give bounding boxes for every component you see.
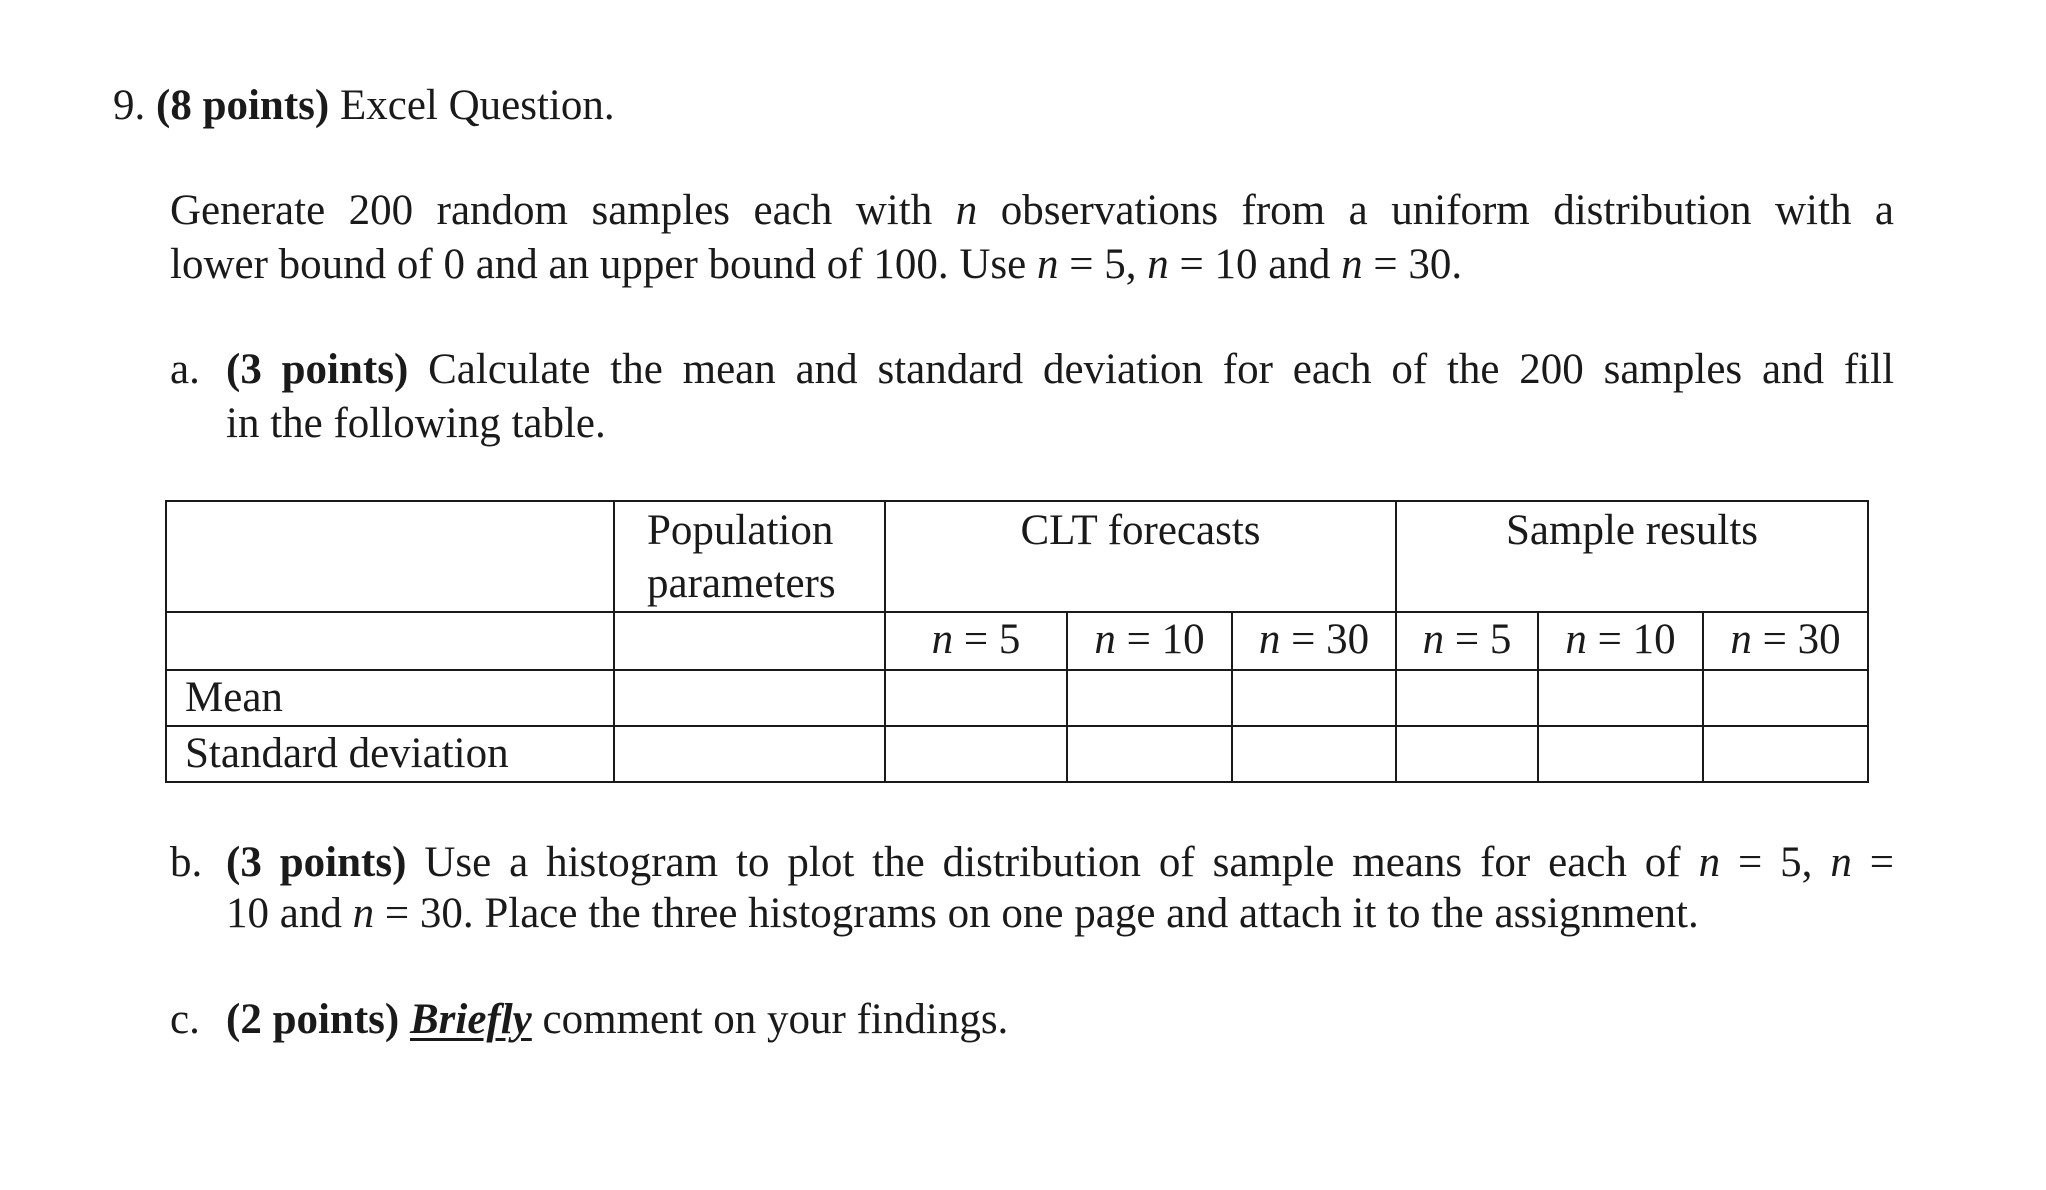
- clt-n30-header: [1232, 612, 1396, 670]
- n-variable: n: [1147, 241, 1169, 288]
- n-variable: n: [955, 187, 978, 234]
- input-cell-sample-n10-sd[interactable]: [1538, 726, 1703, 782]
- input-cell-sample-n30-mean[interactable]: [1703, 670, 1868, 726]
- part-b-label: [170, 835, 202, 891]
- sample-n10-header: [1538, 612, 1703, 670]
- n-value: = 10: [1126, 616, 1205, 663]
- sample-n5-header: [1396, 612, 1538, 670]
- sample-n30-header: [1703, 612, 1868, 670]
- part-c-text: comment on your findings.: [542, 996, 1009, 1043]
- intro-text: observations from a uniform distribution with a: [1000, 187, 1895, 234]
- row-label-standard-deviation: Standard deviation: [166, 726, 614, 782]
- input-cell-clt-n10-sd[interactable]: [1067, 726, 1232, 782]
- part-a-text: Calculate the mean and standard deviation for each of the 200 samples and fill: [428, 346, 1895, 393]
- input-cell-clt-n30-mean[interactable]: [1232, 670, 1396, 726]
- intro-text: = 10 and: [1179, 241, 1331, 288]
- table-row-mean: [166, 670, 1868, 726]
- population-parameters-header: [614, 501, 885, 612]
- population-header-line: parameters: [647, 560, 836, 607]
- n-variable: n: [1730, 616, 1752, 663]
- part-b-line-2: [226, 886, 1699, 942]
- input-cell-clt-n10-mean[interactable]: [1067, 670, 1232, 726]
- clt-n10-header: [1067, 612, 1232, 670]
- results-table: [165, 500, 1869, 783]
- input-cell-population-mean[interactable]: [614, 670, 885, 726]
- n-variable: n: [352, 890, 375, 937]
- input-cell-sample-n10-mean[interactable]: [1538, 670, 1703, 726]
- part-c-letter: c.: [170, 996, 200, 1043]
- intro-text: = 30.: [1373, 241, 1463, 288]
- part-a-text: in the following table.: [226, 400, 606, 447]
- intro-line-1: [170, 183, 1894, 239]
- part-b-text: = 5,: [1737, 839, 1813, 886]
- table-row-sd: [166, 726, 1868, 782]
- part-c-label: [170, 992, 200, 1048]
- n-value: = 30: [1291, 616, 1370, 663]
- n-variable: n: [1565, 616, 1587, 663]
- n-variable: n: [1830, 839, 1852, 886]
- part-b-points: (3 points): [226, 839, 407, 886]
- n-variable: n: [1341, 241, 1363, 288]
- part-a-line-2: [226, 396, 606, 452]
- part-b-letter: b.: [170, 839, 203, 886]
- input-cell-clt-n5-sd[interactable]: [885, 726, 1067, 782]
- part-a-label: [170, 342, 200, 398]
- n-variable: n: [1094, 616, 1116, 663]
- n-value: = 5: [1454, 616, 1512, 663]
- question-points: (8 points): [156, 82, 330, 129]
- population-header-line: Population: [647, 507, 834, 554]
- input-cell-clt-n30-sd[interactable]: [1232, 726, 1396, 782]
- part-b-text: Use a histogram to plot the distribution of sample means for each of: [424, 839, 1681, 886]
- intro-text: lower bound of 0 and an upper bound of 100. Use: [170, 241, 1027, 288]
- input-cell-sample-n30-sd[interactable]: [1703, 726, 1868, 782]
- row-label-mean: Mean: [166, 670, 614, 726]
- n-variable: n: [931, 616, 954, 663]
- n-value: = 10: [1597, 616, 1676, 663]
- clt-forecasts-label: CLT forecasts: [1020, 507, 1261, 554]
- n-variable: n: [1422, 616, 1445, 663]
- input-cell-population-sd[interactable]: [614, 726, 885, 782]
- part-a-line-1: [226, 342, 1894, 398]
- part-c-points: (2 points): [226, 996, 400, 1043]
- sample-results-header: [1396, 501, 1868, 612]
- intro-text: = 5,: [1069, 241, 1137, 288]
- part-a-points: (3 points): [226, 346, 409, 393]
- part-b-text: = 30. Place the three histograms on one page and attach it to the assignment.: [384, 890, 1699, 937]
- clt-forecasts-header: [885, 501, 1396, 612]
- part-c-line: [226, 992, 1008, 1048]
- intro-line-2: [170, 237, 1462, 293]
- table-cell-empty: [166, 501, 614, 612]
- n-variable: n: [1037, 241, 1059, 288]
- n-variable: n: [1258, 616, 1281, 663]
- input-cell-clt-n5-mean[interactable]: [885, 670, 1067, 726]
- question-title: Excel Question.: [339, 82, 615, 129]
- intro-text: Generate 200 random samples each with: [170, 187, 933, 234]
- table-cell-empty: [166, 612, 614, 670]
- table-n-row: [166, 612, 1868, 670]
- sample-results-label: Sample results: [1506, 507, 1759, 554]
- input-cell-sample-n5-mean[interactable]: [1396, 670, 1538, 726]
- part-b-text: 10 and: [226, 890, 342, 937]
- question-number: 9.: [113, 82, 146, 129]
- table-header-row: [166, 501, 1868, 612]
- input-cell-sample-n5-sd[interactable]: [1396, 726, 1538, 782]
- part-c-emphasis: Briefly: [409, 996, 532, 1043]
- n-value: = 30: [1762, 616, 1841, 663]
- part-a-letter: a.: [170, 346, 200, 393]
- part-b-text: =: [1869, 839, 1895, 886]
- question-header: [113, 78, 615, 134]
- n-variable: n: [1698, 839, 1721, 886]
- n-value: = 5: [963, 616, 1021, 663]
- part-b-line-1: [226, 835, 1894, 891]
- clt-n5-header: [885, 612, 1067, 670]
- table-cell-empty: [614, 612, 885, 670]
